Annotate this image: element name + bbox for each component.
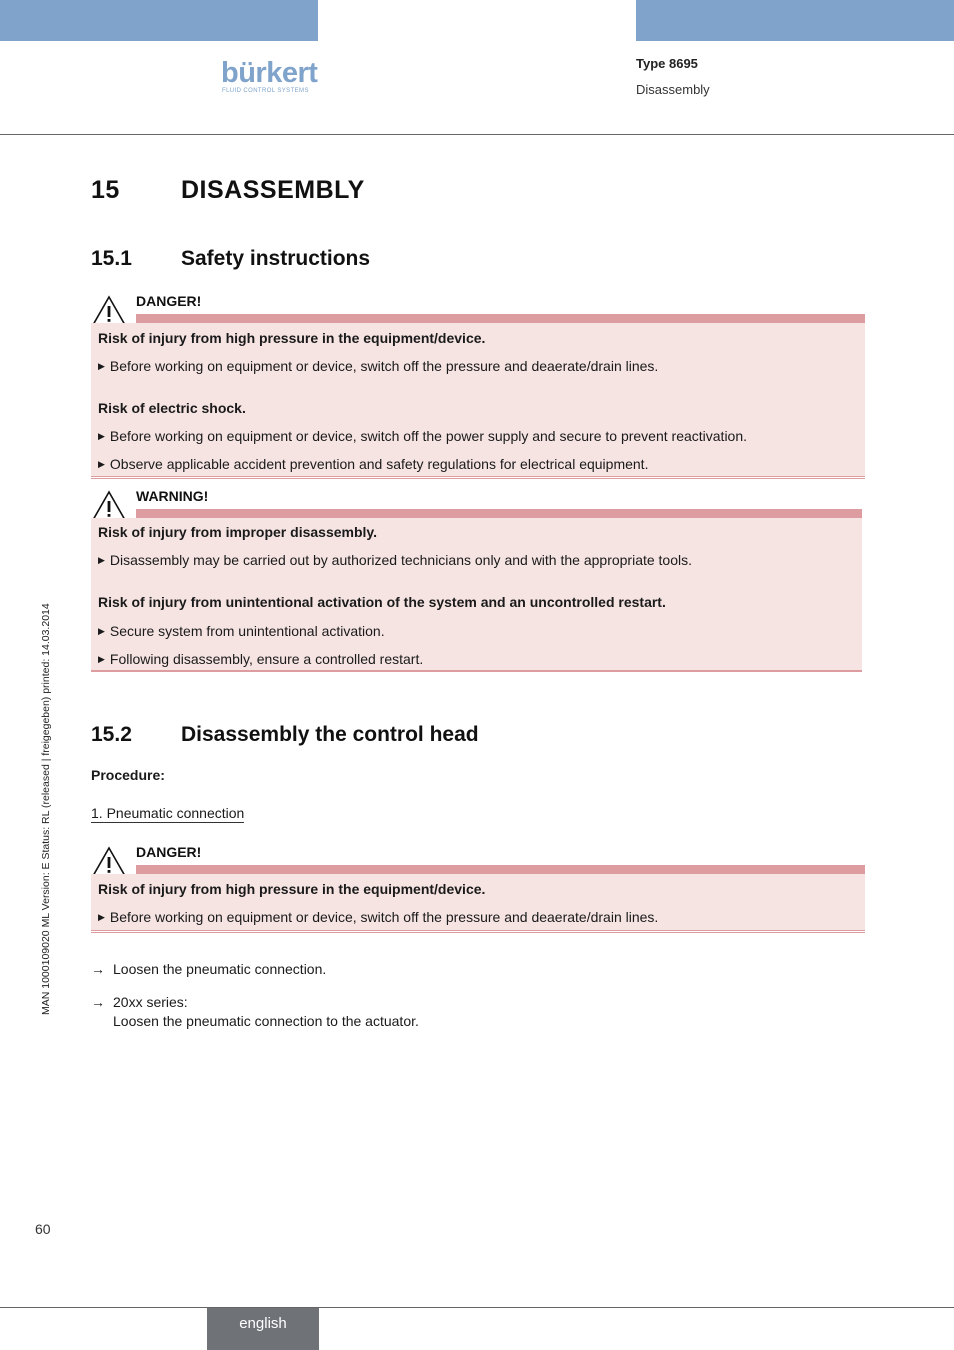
notice-bottom-rule xyxy=(91,478,865,479)
bullet-arrow-icon: ▶ xyxy=(98,912,105,922)
notice-stripe xyxy=(136,314,865,323)
section-number: 15.2 xyxy=(91,723,132,746)
chapter-heading xyxy=(91,176,365,205)
notice-body xyxy=(91,874,865,930)
notice-line-heading: Risk of injury from improper disassembly. xyxy=(98,524,378,540)
section-title: Disassembly the control head xyxy=(181,723,479,746)
action-continuation: Loosen the pneumatic connection to the actuator. xyxy=(113,1013,419,1029)
language-label: english xyxy=(239,1315,287,1332)
header-divider xyxy=(0,134,954,135)
notice-bottom-rule xyxy=(91,930,865,931)
notice-bullet: ▶ Before working on equipment or device, switch off the pressure and deaerate/drain lines. xyxy=(98,909,659,925)
bullet-arrow-icon: ▶ xyxy=(98,654,105,664)
header-bar-right xyxy=(636,0,954,41)
document-metadata-vertical: MAN 1000109020 ML Version: E Status: RL (released | freigegeben) printed: 14.03.2014 xyxy=(40,603,52,1015)
header-bar-left xyxy=(0,0,318,41)
chapter-number: 15 xyxy=(91,176,120,204)
notice-bottom-rule xyxy=(91,476,865,477)
burkert-logo xyxy=(221,56,321,98)
section-heading-2 xyxy=(91,723,479,747)
section-number: 15.1 xyxy=(91,247,132,270)
right-arrow-icon: → xyxy=(91,961,105,977)
notice-line-heading: Risk of injury from high pressure in the equipment/device. xyxy=(98,330,486,346)
language-tab xyxy=(207,1308,319,1350)
right-arrow-icon: → xyxy=(91,994,105,1010)
action-text: Loosen the pneumatic connection. xyxy=(113,961,327,977)
action-text: 20xx series: xyxy=(113,994,188,1010)
bullet-arrow-icon: ▶ xyxy=(98,459,105,469)
notice-title: DANGER! xyxy=(136,844,202,860)
procedure-label: Procedure: xyxy=(91,767,165,783)
bullet-arrow-icon: ▶ xyxy=(98,626,105,636)
notice-bullet: ▶ Following disassembly, ensure a controlled restart. xyxy=(98,651,424,667)
notice-line-heading: Risk of injury from unintentional activation of the system and an uncontrolled restart. xyxy=(98,594,666,610)
bullet-arrow-icon: ▶ xyxy=(98,555,105,565)
notice-title: DANGER! xyxy=(136,293,202,309)
header-type-label: Type 8695 xyxy=(636,56,698,71)
action-step xyxy=(91,994,188,1010)
notice-line-heading: Risk of electric shock. xyxy=(98,400,246,416)
notice-bullet: ▶ Disassembly may be carried out by authorized technicians only and with the appropriate tools. xyxy=(98,552,693,568)
header-section-label: Disassembly xyxy=(636,82,710,97)
notice-bullet: ▶ Before working on equipment or device, switch off the power supply and secure to prevent reactivation. xyxy=(98,428,748,444)
bullet-arrow-icon: ▶ xyxy=(98,361,105,371)
notice-body xyxy=(91,323,865,476)
notice-bullet: ▶ Before working on equipment or device, switch off the pressure and deaerate/drain lines. xyxy=(98,358,659,374)
notice-line-heading: Risk of injury from high pressure in the equipment/device. xyxy=(98,881,486,897)
step-heading-link[interactable]: 1. Pneumatic connection xyxy=(91,805,245,821)
section-heading-1 xyxy=(91,247,370,271)
notice-bottom-rule xyxy=(91,670,862,672)
action-step xyxy=(91,961,326,977)
page-number: 60 xyxy=(35,1221,51,1237)
notice-title: WARNING! xyxy=(136,488,209,504)
notice-bullet: ▶ Secure system from unintentional activation. xyxy=(98,623,385,639)
footer-divider xyxy=(0,1307,954,1308)
chapter-title: DISASSEMBLY xyxy=(181,176,365,204)
notice-stripe xyxy=(136,865,865,874)
section-title: Safety instructions xyxy=(181,247,371,270)
bullet-arrow-icon: ▶ xyxy=(98,431,105,441)
logo-wordmark: bürkert xyxy=(221,57,318,89)
notice-stripe xyxy=(136,509,862,518)
logo-tagline: FLUID CONTROL SYSTEMS xyxy=(222,88,309,94)
notice-bottom-rule xyxy=(91,932,865,933)
notice-body xyxy=(91,518,862,670)
notice-bullet: ▶ Observe applicable accident prevention and safety regulations for electrical equipment. xyxy=(98,456,649,472)
